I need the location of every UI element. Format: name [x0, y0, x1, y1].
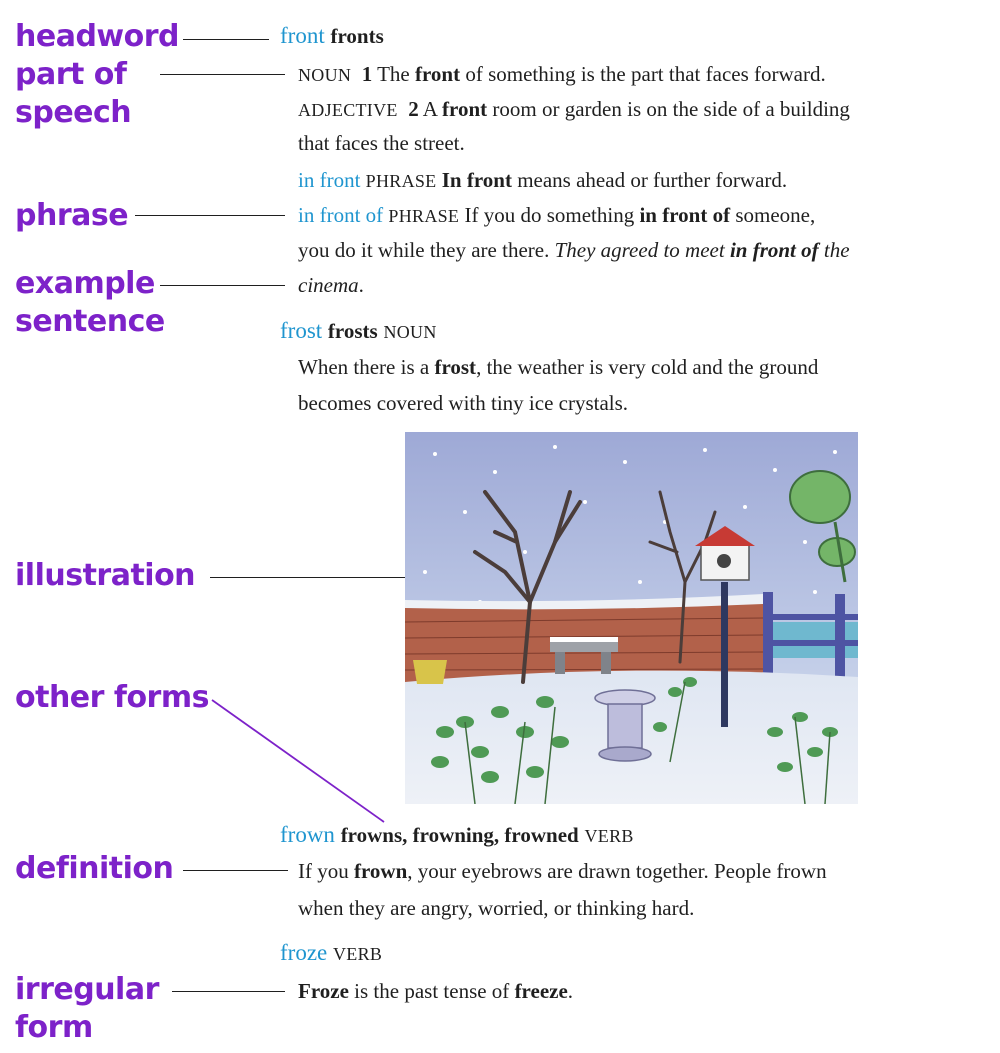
headword-frost: frost: [280, 318, 323, 343]
label-illustration: illustration: [15, 558, 196, 593]
pos-frost: NOUN: [383, 322, 437, 342]
frost-definition-line2: becomes covered with tiny ice crystals.: [298, 391, 629, 415]
label-other-forms: other forms: [15, 680, 209, 715]
frown-definition-line2: when they are angry, worried, or thinking hard.: [298, 896, 695, 920]
headword-front: front: [280, 23, 325, 48]
label-example-sentence: example sentence: [15, 266, 165, 339]
pos-froze: VERB: [333, 944, 383, 964]
forms-frown: frowns, frowning, frowned: [340, 823, 579, 847]
label-definition: definition: [15, 851, 174, 886]
front-phrase-in-front-of-line3: cinema.: [298, 273, 364, 297]
frown-definition: If you frown, your eyebrows are drawn together. People frown: [298, 859, 827, 883]
headword-frown: frown: [280, 822, 335, 847]
label-part-of-speech: part of speech: [15, 57, 132, 130]
entry-froze-header: [280, 939, 382, 968]
example-sentence: They agreed to meet in front of the: [554, 238, 850, 262]
entry-front-header: [280, 22, 384, 50]
entry-frown-header: [280, 821, 634, 850]
forms-frost: frosts: [327, 319, 378, 343]
frost-definition: When there is a frost, the weather is very cold and the ground: [298, 355, 819, 379]
front-sense-2: ADJECTIVE 2 A front room or garden is on the side of a building: [298, 97, 850, 121]
forms-front: fronts: [330, 24, 384, 48]
label-phrase: phrase: [15, 198, 129, 233]
label-headword: headword: [15, 19, 180, 54]
front-sense-2-line2: that faces the street.: [298, 131, 465, 155]
front-phrase-in-front-of: in front of PHRASE If you do something in front of someone,: [298, 203, 816, 227]
front-phrase-in-front: in front PHRASE In front means ahead or further forward.: [298, 168, 788, 192]
flower-pot: [413, 660, 447, 684]
front-sense-1: NOUN 1 The front of something is the part that faces forward.: [298, 62, 826, 86]
froze-definition: Froze is the past tense of freeze.: [298, 979, 574, 1003]
snowy-garden-illustration: [405, 432, 858, 804]
label-irregular-form: irregular form: [15, 972, 159, 1045]
front-phrase-in-front-of-line2: you do it while they are there. They agreed to meet in front of the: [298, 238, 850, 262]
entry-frost-header: [280, 317, 437, 346]
headword-froze: froze: [280, 940, 328, 965]
pos-frown: VERB: [584, 826, 634, 846]
